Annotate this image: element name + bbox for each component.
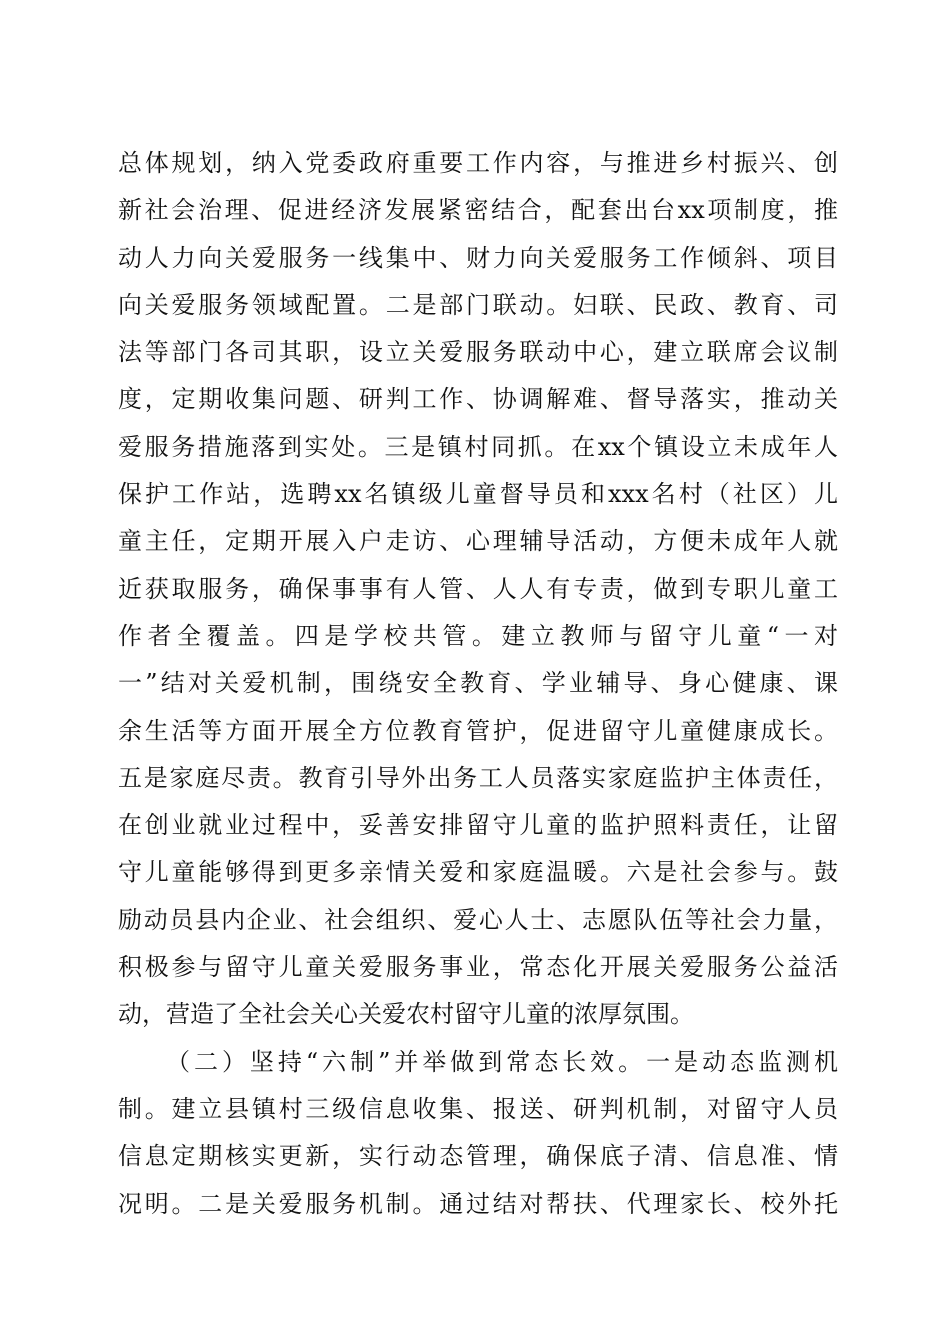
body-text: [118, 140, 838, 1228]
section-heading-line: （二）坚持“六制”并举做到常态长效。一是动态监测机: [166, 1047, 838, 1076]
text-line: 总体规划，纳入党委政府重要工作内容，与推进乡村振兴、创: [118, 149, 838, 177]
text-line: 动人力向关爱服务一线集中、财力向关爱服务工作倾斜、项目: [118, 243, 838, 272]
text-line: 向关爱服务领域配置。二是部门联动。妇联、民政、教育、司: [118, 290, 838, 319]
text-line: 守儿童能够得到更多亲情关爱和家庭温暖。六是社会参与。鼓: [118, 858, 838, 887]
text-line: 信息定期核实更新，实行动态管理，确保底子清、信息准、情: [118, 1142, 838, 1171]
text-line: 爱服务措施落到实处。三是镇村同抓。在xx个镇设立未成年人: [118, 432, 838, 461]
text-line: 度，定期收集问题、研判工作、协调解难、督导落实，推动关: [118, 385, 838, 414]
text-line: 在创业就业过程中，妥善安排留守儿童的监护照料责任，让留: [118, 811, 838, 840]
text-line: 近获取服务，确保事事有人管、人人有专责，做到专职儿童工: [118, 574, 838, 603]
text-line: 况明。二是关爱服务机制。通过结对帮扶、代理家长、校外托: [118, 1189, 838, 1218]
text-line: 作者全覆盖。四是学校共管。建立教师与留守儿童“一对: [118, 621, 838, 650]
text-line: 法等部门各司其职，设立关爱服务联动中心，建立联席会议制: [118, 338, 838, 367]
text-line: 五是家庭尽责。教育引导外出务工人员落实家庭监护主体责任，: [118, 763, 838, 792]
text-line: 保护工作站，选聘xx名镇级儿童督导员和xxx名村（社区）儿: [118, 480, 838, 509]
text-line: 一”结对关爱机制，围绕安全教育、学业辅导、身心健康、课: [118, 669, 838, 698]
text-line: 新社会治理、促进经济发展紧密结合，配套出台xx项制度，推: [118, 196, 838, 225]
text-line: 制。建立县镇村三级信息收集、报送、研判机制，对留守人员: [118, 1094, 838, 1123]
text-line: 励动员县内企业、社会组织、爱心人士、志愿队伍等社会力量，: [118, 905, 838, 934]
text-line: 余生活等方面开展全方位教育管护，促进留守儿童健康成长。: [118, 716, 838, 745]
text-line: 积极参与留守儿童关爱服务事业，常态化开展关爱服务公益活: [118, 953, 838, 982]
text-line: 童主任，定期开展入户走访、心理辅导活动，方便未成年人就: [118, 527, 838, 556]
text-line: 动，营造了全社会关心关爱农村留守儿童的浓厚氛围。: [118, 1000, 694, 1029]
